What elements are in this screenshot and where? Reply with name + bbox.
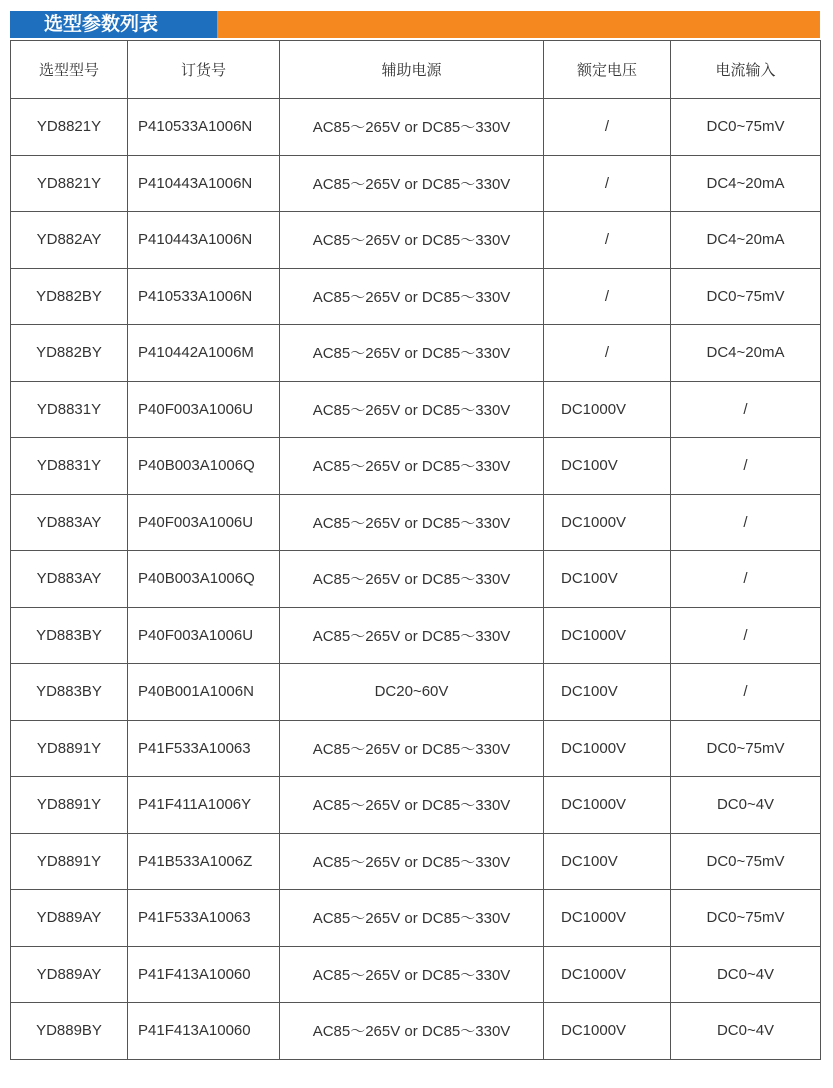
table-row <box>11 268 821 325</box>
cell-aux-power: AC85～265V or DC85～330V <box>280 946 544 1003</box>
cell-order-number: P40F003A1006U <box>128 494 280 551</box>
cell-aux-power: AC85～265V or DC85～330V <box>280 99 544 156</box>
cell-rated-voltage: / <box>544 325 671 382</box>
cell-aux-power: AC85～265V or DC85～330V <box>280 325 544 382</box>
table-row <box>11 325 821 382</box>
section-title: 选型参数列表 <box>10 11 217 38</box>
cell-model: YD883BY <box>11 664 128 721</box>
header-accent-bar <box>217 11 820 38</box>
table-row <box>11 99 821 156</box>
cell-rated-voltage: DC100V <box>544 664 671 721</box>
cell-model: YD8891Y <box>11 833 128 890</box>
cell-order-number: P410533A1006N <box>128 99 280 156</box>
cell-current-input: DC0~75mV <box>671 99 821 156</box>
cell-aux-power: DC20~60V <box>280 664 544 721</box>
cell-current-input: DC0~75mV <box>671 720 821 777</box>
table-row <box>11 664 821 721</box>
cell-current-input: DC4~20mA <box>671 212 821 269</box>
cell-order-number: P40F003A1006U <box>128 381 280 438</box>
cell-rated-voltage: DC1000V <box>544 1003 671 1060</box>
selection-parameter-table <box>10 40 821 1060</box>
cell-rated-voltage: DC1000V <box>544 494 671 551</box>
cell-order-number: P40F003A1006U <box>128 607 280 664</box>
cell-current-input: DC0~75mV <box>671 833 821 890</box>
table-row <box>11 833 821 890</box>
cell-aux-power: AC85～265V or DC85～330V <box>280 212 544 269</box>
cell-current-input: DC0~4V <box>671 777 821 834</box>
cell-model: YD883AY <box>11 494 128 551</box>
cell-model: YD882AY <box>11 212 128 269</box>
cell-rated-voltage: DC1000V <box>544 890 671 947</box>
cell-model: YD889AY <box>11 946 128 1003</box>
cell-order-number: P41F413A10060 <box>128 1003 280 1060</box>
table-header-row <box>11 41 821 99</box>
cell-aux-power: AC85～265V or DC85～330V <box>280 720 544 777</box>
cell-model: YD8831Y <box>11 381 128 438</box>
section-header <box>10 11 820 38</box>
cell-aux-power: AC85～265V or DC85～330V <box>280 833 544 890</box>
cell-rated-voltage: DC100V <box>544 438 671 495</box>
cell-rated-voltage: / <box>544 155 671 212</box>
cell-current-input: / <box>671 494 821 551</box>
cell-aux-power: AC85～265V or DC85～330V <box>280 551 544 608</box>
cell-model: YD8891Y <box>11 720 128 777</box>
cell-rated-voltage: DC100V <box>544 551 671 608</box>
cell-aux-power: AC85～265V or DC85～330V <box>280 607 544 664</box>
table-row <box>11 607 821 664</box>
header-aux-power: 辅助电源 <box>280 41 544 99</box>
cell-order-number: P410443A1006N <box>128 155 280 212</box>
cell-model: YD889AY <box>11 890 128 947</box>
cell-current-input: / <box>671 381 821 438</box>
cell-current-input: / <box>671 551 821 608</box>
cell-current-input: DC0~75mV <box>671 890 821 947</box>
table-body <box>11 99 821 1060</box>
cell-order-number: P41F411A1006Y <box>128 777 280 834</box>
cell-aux-power: AC85～265V or DC85～330V <box>280 381 544 438</box>
cell-rated-voltage: DC1000V <box>544 607 671 664</box>
cell-order-number: P410443A1006N <box>128 212 280 269</box>
cell-aux-power: AC85～265V or DC85～330V <box>280 438 544 495</box>
cell-model: YD882BY <box>11 268 128 325</box>
cell-rated-voltage: DC100V <box>544 833 671 890</box>
table-row <box>11 551 821 608</box>
cell-current-input: DC0~4V <box>671 946 821 1003</box>
cell-rated-voltage: / <box>544 212 671 269</box>
cell-order-number: P410533A1006N <box>128 268 280 325</box>
header-current-input: 电流输入 <box>671 41 821 99</box>
cell-rated-voltage: DC1000V <box>544 946 671 1003</box>
cell-rated-voltage: / <box>544 268 671 325</box>
cell-current-input: DC4~20mA <box>671 325 821 382</box>
cell-order-number: P41B533A1006Z <box>128 833 280 890</box>
header-rated-voltage: 额定电压 <box>544 41 671 99</box>
cell-current-input: / <box>671 607 821 664</box>
cell-aux-power: AC85～265V or DC85～330V <box>280 1003 544 1060</box>
table-row <box>11 438 821 495</box>
table-row <box>11 720 821 777</box>
cell-rated-voltage: DC1000V <box>544 381 671 438</box>
cell-aux-power: AC85～265V or DC85～330V <box>280 777 544 834</box>
cell-aux-power: AC85～265V or DC85～330V <box>280 890 544 947</box>
table-row <box>11 890 821 947</box>
cell-order-number: P41F533A10063 <box>128 890 280 947</box>
cell-current-input: DC0~4V <box>671 1003 821 1060</box>
table-row <box>11 212 821 269</box>
cell-order-number: P40B001A1006N <box>128 664 280 721</box>
cell-current-input: / <box>671 664 821 721</box>
cell-rated-voltage: / <box>544 99 671 156</box>
cell-model: YD883AY <box>11 551 128 608</box>
cell-model: YD8891Y <box>11 777 128 834</box>
cell-aux-power: AC85～265V or DC85～330V <box>280 494 544 551</box>
cell-aux-power: AC85～265V or DC85～330V <box>280 268 544 325</box>
cell-rated-voltage: DC1000V <box>544 777 671 834</box>
cell-order-number: P41F413A10060 <box>128 946 280 1003</box>
table-row <box>11 494 821 551</box>
cell-model: YD889BY <box>11 1003 128 1060</box>
table-row <box>11 1003 821 1060</box>
cell-order-number: P41F533A10063 <box>128 720 280 777</box>
table-row <box>11 381 821 438</box>
header-model: 选型型号 <box>11 41 128 99</box>
cell-current-input: DC0~75mV <box>671 268 821 325</box>
table-row <box>11 777 821 834</box>
cell-model: YD8831Y <box>11 438 128 495</box>
cell-current-input: / <box>671 438 821 495</box>
cell-model: YD8821Y <box>11 155 128 212</box>
cell-aux-power: AC85～265V or DC85～330V <box>280 155 544 212</box>
cell-order-number: P40B003A1006Q <box>128 438 280 495</box>
cell-rated-voltage: DC1000V <box>544 720 671 777</box>
cell-model: YD882BY <box>11 325 128 382</box>
cell-model: YD8821Y <box>11 99 128 156</box>
cell-order-number: P410442A1006M <box>128 325 280 382</box>
cell-model: YD883BY <box>11 607 128 664</box>
cell-order-number: P40B003A1006Q <box>128 551 280 608</box>
header-order-number: 订货号 <box>128 41 280 99</box>
table-row <box>11 946 821 1003</box>
table-row <box>11 155 821 212</box>
cell-current-input: DC4~20mA <box>671 155 821 212</box>
